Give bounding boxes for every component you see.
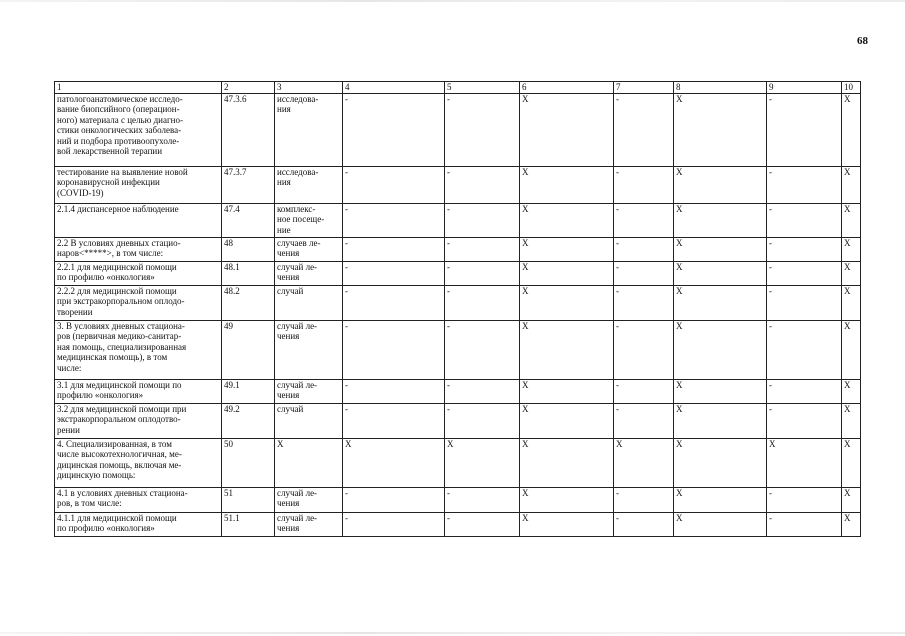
table-row — [55, 512, 861, 536]
row-code-cell: 50 — [222, 438, 275, 487]
row-name-cell: 2.2.2 для медицинской помощи при экстракорпоральном оплодо- творении — [55, 285, 222, 320]
row-mark-cell: - — [343, 237, 445, 261]
column-header: 3 — [275, 82, 343, 94]
table-row — [55, 237, 861, 261]
row-mark-cell: - — [614, 285, 674, 320]
row-unit-cell: случай ле- чения — [275, 487, 343, 512]
table-body — [55, 82, 861, 537]
row-mark-cell: X — [520, 93, 614, 166]
row-mark-cell: X — [842, 93, 861, 166]
row-unit-cell: случай ле- чения — [275, 379, 343, 403]
row-mark-cell: X — [520, 438, 614, 487]
page-number: 68 — [857, 35, 868, 47]
row-mark-cell: - — [445, 320, 520, 379]
row-mark-cell: - — [343, 403, 445, 438]
column-header: 7 — [614, 82, 674, 94]
row-name-cell: тестирование на выявление новой коронавирусной инфекции (COVID-19) — [55, 166, 222, 203]
row-unit-cell: комплекс- ное посеще- ние — [275, 203, 343, 237]
row-code-cell: 51 — [222, 487, 275, 512]
scan-edge-bottom — [0, 632, 905, 634]
row-mark-cell: - — [767, 403, 842, 438]
row-mark-cell: - — [614, 403, 674, 438]
row-mark-cell: - — [614, 93, 674, 166]
row-mark-cell: X — [767, 438, 842, 487]
row-mark-cell: - — [767, 379, 842, 403]
row-mark-cell: X — [842, 166, 861, 203]
row-name-cell: 2.1.4 диспансерное наблюдение — [55, 203, 222, 237]
table-row — [55, 166, 861, 203]
row-mark-cell: X — [674, 487, 767, 512]
row-unit-cell: случай — [275, 285, 343, 320]
row-mark-cell: - — [614, 512, 674, 536]
row-code-cell: 49.2 — [222, 403, 275, 438]
row-mark-cell: - — [767, 93, 842, 166]
table-row — [55, 261, 861, 285]
row-mark-cell: - — [445, 203, 520, 237]
row-unit-cell: случай ле- чения — [275, 320, 343, 379]
row-code-cell: 48.2 — [222, 285, 275, 320]
table-header-row — [55, 82, 861, 94]
row-mark-cell: X — [520, 512, 614, 536]
scan-edge-top — [0, 0, 905, 2]
row-name-cell: 4.1 в условиях дневных стациона- ров, в том числе: — [55, 487, 222, 512]
row-mark-cell: X — [674, 166, 767, 203]
row-name-cell: 2.2.1 для медицинской помощи по профилю «онкология» — [55, 261, 222, 285]
row-mark-cell: - — [614, 203, 674, 237]
row-mark-cell: - — [445, 512, 520, 536]
row-mark-cell: X — [520, 487, 614, 512]
row-mark-cell: X — [842, 203, 861, 237]
row-unit-cell: случай ле- чения — [275, 512, 343, 536]
row-code-cell: 47.3.7 — [222, 166, 275, 203]
table-row — [55, 379, 861, 403]
column-header: 10 — [842, 82, 861, 94]
row-mark-cell: X — [520, 237, 614, 261]
row-name-cell: 3.1 для медицинской помощи по профилю «онкология» — [55, 379, 222, 403]
row-unit-cell: случай — [275, 403, 343, 438]
row-mark-cell: - — [767, 203, 842, 237]
row-mark-cell: - — [767, 285, 842, 320]
row-mark-cell: - — [445, 487, 520, 512]
row-code-cell: 48 — [222, 237, 275, 261]
row-name-cell: 4. Специализированная, в том числе высокотехнологичная, ме- дицинская помощь, включая ме- дицинскую помощь: — [55, 438, 222, 487]
row-mark-cell: X — [674, 93, 767, 166]
row-mark-cell: - — [343, 261, 445, 285]
row-mark-cell: X — [842, 512, 861, 536]
row-mark-cell: X — [674, 285, 767, 320]
row-mark-cell: - — [343, 320, 445, 379]
row-unit-cell: исследова- ния — [275, 93, 343, 166]
row-mark-cell: X — [674, 379, 767, 403]
row-mark-cell: X — [674, 438, 767, 487]
row-mark-cell: - — [445, 285, 520, 320]
row-mark-cell: - — [343, 285, 445, 320]
column-header: 2 — [222, 82, 275, 94]
row-mark-cell: - — [767, 512, 842, 536]
row-mark-cell: - — [343, 166, 445, 203]
row-unit-cell: случай ле- чения — [275, 261, 343, 285]
table-row — [55, 203, 861, 237]
column-header: 1 — [55, 82, 222, 94]
row-code-cell: 51.1 — [222, 512, 275, 536]
row-mark-cell: X — [842, 487, 861, 512]
row-mark-cell: X — [674, 512, 767, 536]
row-name-cell: 3.2 для медицинской помощи при экстракорпоральном оплодотво- рении — [55, 403, 222, 438]
row-mark-cell: X — [674, 403, 767, 438]
row-mark-cell: - — [445, 261, 520, 285]
row-mark-cell: X — [674, 237, 767, 261]
column-header: 6 — [520, 82, 614, 94]
row-mark-cell: - — [343, 487, 445, 512]
row-unit-cell: исследова- ния — [275, 166, 343, 203]
row-mark-cell: X — [520, 403, 614, 438]
row-mark-cell: X — [520, 261, 614, 285]
row-mark-cell: - — [614, 379, 674, 403]
table-row — [55, 403, 861, 438]
row-mark-cell: X — [842, 285, 861, 320]
row-mark-cell: - — [767, 237, 842, 261]
row-mark-cell: - — [445, 166, 520, 203]
column-header: 9 — [767, 82, 842, 94]
table-row — [55, 487, 861, 512]
row-mark-cell: - — [614, 261, 674, 285]
row-mark-cell: X — [674, 203, 767, 237]
row-mark-cell: X — [842, 237, 861, 261]
row-mark-cell: - — [614, 237, 674, 261]
row-mark-cell: X — [445, 438, 520, 487]
table-row — [55, 285, 861, 320]
column-header: 5 — [445, 82, 520, 94]
row-name-cell: 4.1.1 для медицинской помощи по профилю «онкология» — [55, 512, 222, 536]
row-name-cell: патологоанатомическое исследо- вание биопсийного (операцион- ного) материала с целью диагно- стики онкологических заболева- ний и подбора противоопухоле- вой лекарственной терапии — [55, 93, 222, 166]
row-mark-cell: - — [343, 93, 445, 166]
column-header: 4 — [343, 82, 445, 94]
row-mark-cell: - — [343, 203, 445, 237]
row-mark-cell: X — [842, 261, 861, 285]
row-mark-cell: X — [674, 261, 767, 285]
row-mark-cell: - — [767, 320, 842, 379]
row-mark-cell: X — [520, 203, 614, 237]
table-row — [55, 438, 861, 487]
row-name-cell: 3. В условиях дневных стациона- ров (первичная медико-санитар- ная помощь, специализированная медицинская помощь), в том числе: — [55, 320, 222, 379]
row-mark-cell: - — [445, 93, 520, 166]
row-code-cell: 48.1 — [222, 261, 275, 285]
row-code-cell: 47.3.6 — [222, 93, 275, 166]
row-code-cell: 47.4 — [222, 203, 275, 237]
row-code-cell: 49.1 — [222, 379, 275, 403]
table-row — [55, 93, 861, 166]
row-unit-cell: случаев ле- чения — [275, 237, 343, 261]
row-mark-cell: X — [842, 379, 861, 403]
row-mark-cell: - — [445, 403, 520, 438]
row-code-cell: 49 — [222, 320, 275, 379]
column-header: 8 — [674, 82, 767, 94]
row-mark-cell: X — [520, 166, 614, 203]
row-mark-cell: X — [520, 320, 614, 379]
data-table — [54, 81, 861, 537]
row-mark-cell: X — [520, 379, 614, 403]
row-mark-cell: X — [614, 438, 674, 487]
row-mark-cell: X — [343, 438, 445, 487]
row-mark-cell: - — [445, 379, 520, 403]
table-row — [55, 320, 861, 379]
row-name-cell: 2.2 В условиях дневных стацио- наров<*****>, в том числе: — [55, 237, 222, 261]
row-mark-cell: - — [614, 320, 674, 379]
row-mark-cell: - — [767, 261, 842, 285]
row-mark-cell: X — [842, 320, 861, 379]
row-unit-cell: X — [275, 438, 343, 487]
row-mark-cell: X — [520, 285, 614, 320]
row-mark-cell: - — [767, 166, 842, 203]
row-mark-cell: - — [445, 237, 520, 261]
row-mark-cell: X — [674, 320, 767, 379]
row-mark-cell: - — [614, 166, 674, 203]
row-mark-cell: - — [343, 379, 445, 403]
row-mark-cell: X — [842, 438, 861, 487]
row-mark-cell: - — [767, 487, 842, 512]
row-mark-cell: - — [343, 512, 445, 536]
row-mark-cell: - — [614, 487, 674, 512]
row-mark-cell: X — [842, 403, 861, 438]
